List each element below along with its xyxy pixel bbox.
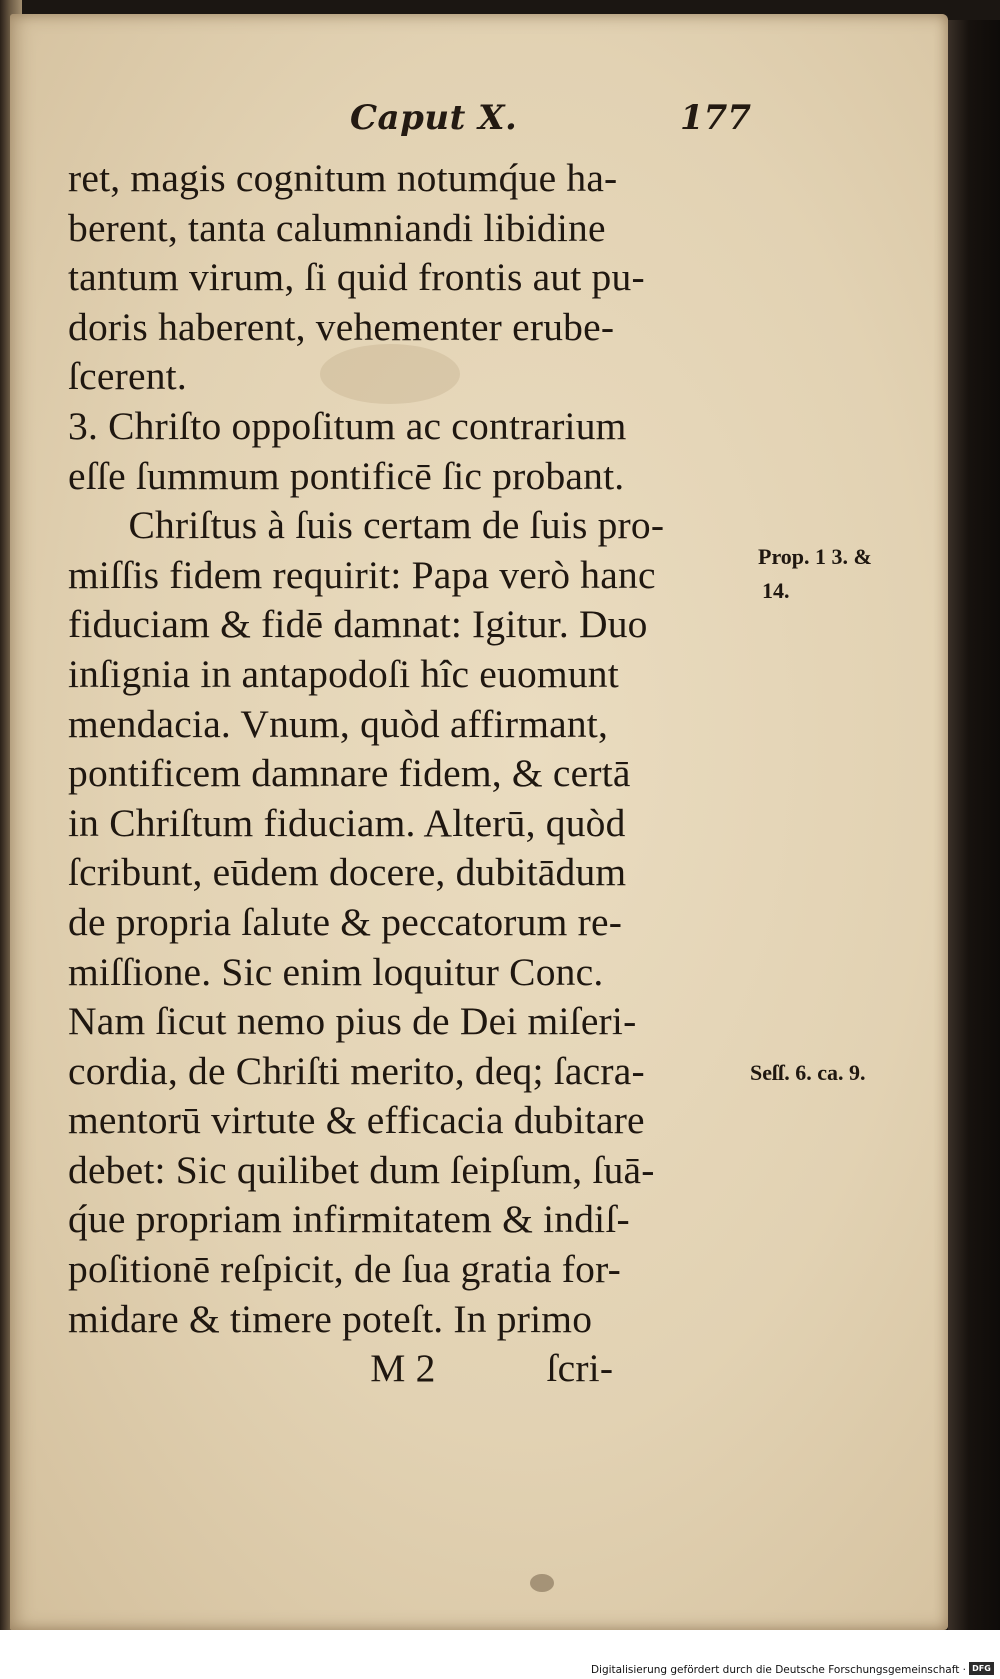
running-head: Caput X. xyxy=(350,98,518,138)
text-line: poſitionē reſpicit, de ſua gratia for- xyxy=(68,1247,622,1292)
margin-note: Seſſ. 6. ca. 9. xyxy=(750,1060,866,1085)
text-line: q́ue propriam infirmitatem & indiſ- xyxy=(68,1197,630,1242)
page-header xyxy=(10,98,770,148)
page-edge xyxy=(948,20,1000,1640)
text-line: de propria ſalute & peccatorum re- xyxy=(68,899,623,944)
text-line: debet: Sic quilibet dum ſeipſum, ſuā- xyxy=(68,1147,655,1192)
text-line: mendacia. Vnum, quòd affirmant, xyxy=(68,701,609,746)
text-line: midare & timere poteſt. In primo xyxy=(68,1296,593,1341)
text-line: berent, tanta calumniandi libidine xyxy=(68,205,606,250)
paper-stain xyxy=(530,1574,554,1592)
text-line: miſſione. Sic enim loquitur Conc. xyxy=(68,949,604,994)
funding-credit: Digitalisierung gefördert durch die Deutsche Forschungsgemeinschaft · xyxy=(590,1664,966,1676)
text-line: pontificem damnare fidem, & certā xyxy=(68,751,631,796)
dfg-logo-icon: DFG xyxy=(969,1662,994,1675)
text-line: cordia, de Chriſti merito, deq; ſacra- xyxy=(68,1048,645,1093)
text-line: doris haberent, vehementer erube- xyxy=(68,304,615,349)
book-page xyxy=(10,14,948,1630)
text-line: tantum virum, ſi quid frontis aut pu- xyxy=(68,255,645,300)
text-line: ret, magis cognitum notumq́ue ha- xyxy=(68,156,618,200)
text-line: in Chriſtum fiduciam. Alterū, quòd xyxy=(68,800,626,845)
body-text xyxy=(68,154,768,1394)
text-line: miſſis fidem requirit: Papa verò hanc xyxy=(68,552,656,597)
text-line: inſignia in antapodoſi hîc euomunt xyxy=(68,651,619,696)
text-line: ſcerent. xyxy=(68,354,187,399)
text-line: fiduciam & fidē damnat: Igitur. Duo xyxy=(68,602,648,647)
footer-bar xyxy=(0,1630,1000,1679)
text-line: ſcribunt, eūdem docere, dubitādum xyxy=(68,850,627,895)
text-line: Nam ſicut nemo pius de Dei miſeri- xyxy=(68,999,637,1044)
margin-note: 14. xyxy=(762,578,790,603)
text-line: mentorū virtute & efficacia dubitare xyxy=(68,1098,645,1143)
signature-line: M 2 ſcri- xyxy=(68,1346,614,1391)
margin-note: Prop. 1 3. & xyxy=(758,544,872,569)
text-line: Chriſtus à ſuis certam de ſuis pro- xyxy=(68,503,665,548)
text-line: 3. Chriſto oppoſitum ac contrarium xyxy=(68,403,627,448)
page-number: 177 xyxy=(680,98,751,138)
text-line: eſſe ſummum pontificē ſic probant. xyxy=(68,453,625,498)
